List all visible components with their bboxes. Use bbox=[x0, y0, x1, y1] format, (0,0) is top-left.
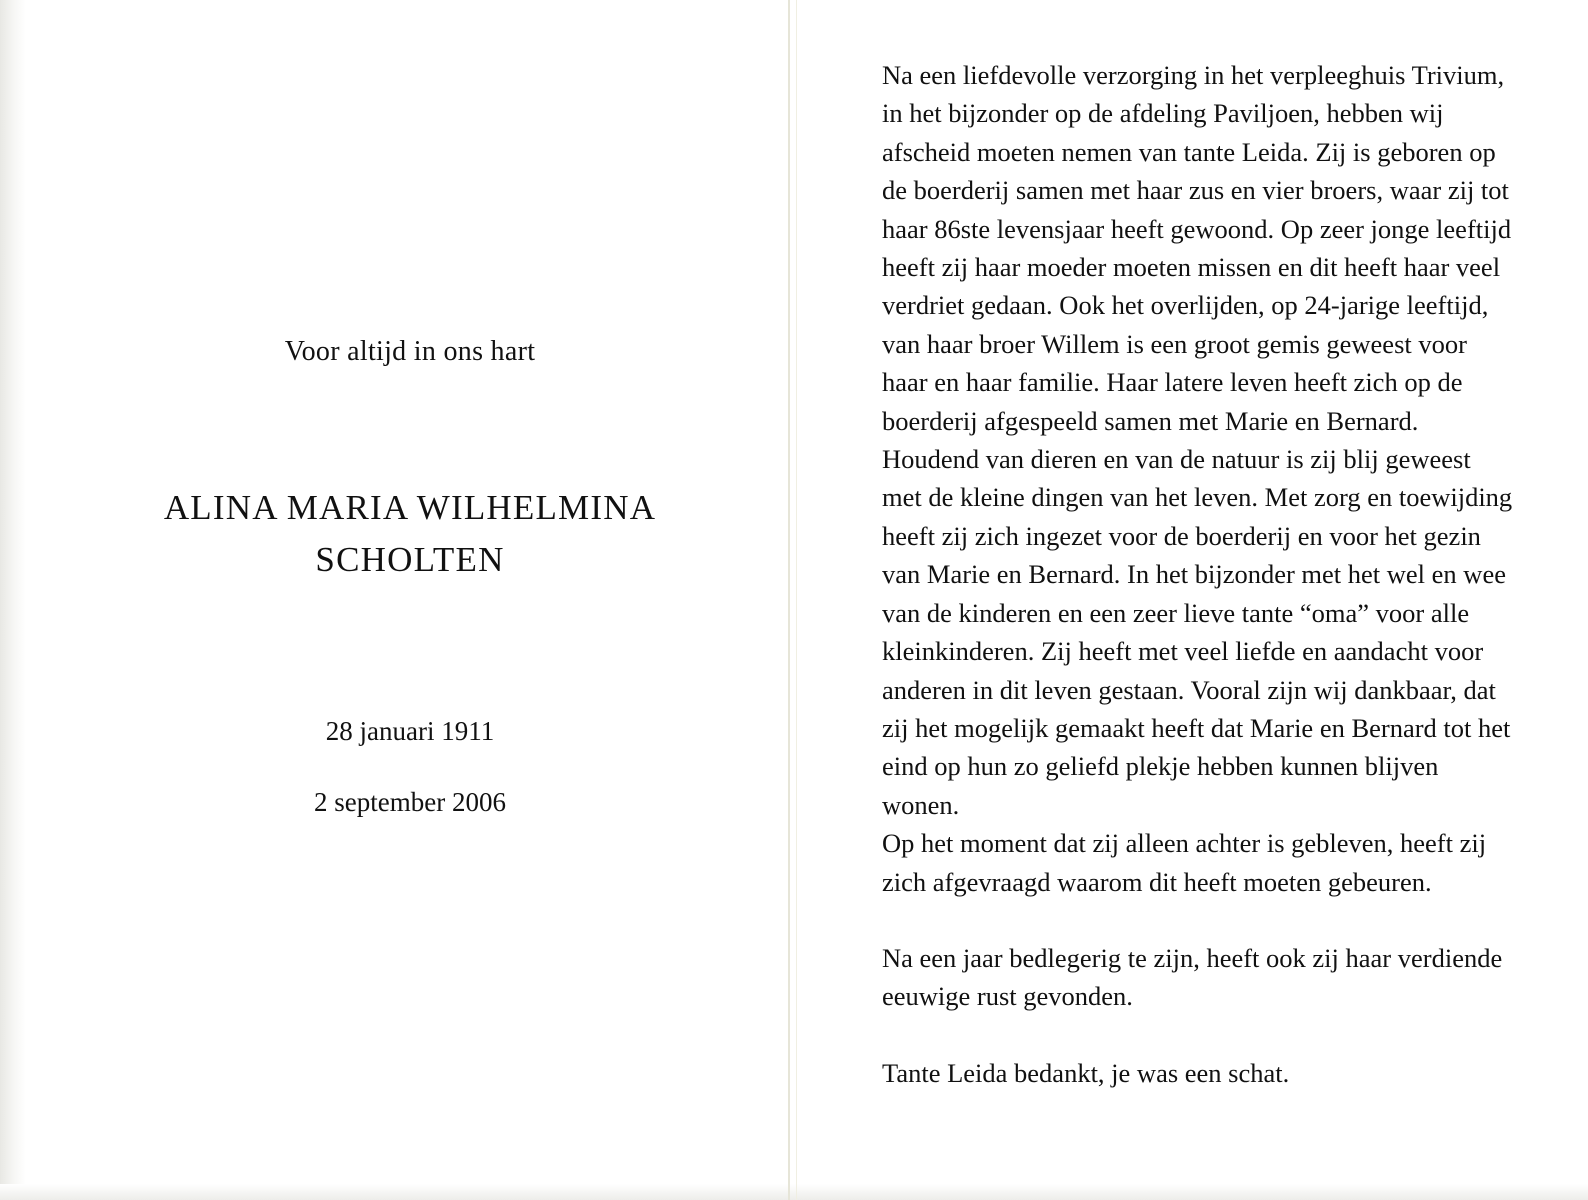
fold-line-primary bbox=[788, 0, 790, 1200]
date-of-birth: 28 januari 1911 bbox=[325, 716, 495, 746]
eulogy-paragraph-3: Na een jaar bedlegerig te zijn, heeft ook zij haar verdiende eeuwige rust gevonden. bbox=[882, 942, 1503, 1012]
fold-line-secondary bbox=[796, 0, 797, 1200]
card-right-panel bbox=[820, 0, 1520, 1200]
deceased-name bbox=[60, 482, 760, 586]
memorial-dedication-line: Voor altijd in ons hart bbox=[284, 336, 536, 367]
date-of-death: 2 september 2006 bbox=[314, 787, 506, 817]
card-left-panel bbox=[60, 0, 760, 1200]
eulogy-paragraph-4: Tante Leida bedankt, je was een schat. bbox=[882, 1057, 1290, 1088]
deceased-name-line-2: SCHOLTEN bbox=[315, 540, 505, 579]
page-edge-shadow-left bbox=[0, 0, 26, 1200]
eulogy-paragraph-1: Na een liefdevolle verzorging in het verpleeghuis Trivium, in het bijzonder op de afdeling Paviljoen, hebben wij afscheid moeten nemen van tante Leida. Zij is geboren op de boerderij samen met haar zus en vier broers, waar zij tot haar 86ste levensjaar heeft gewoond. Op zeer jonge leeftijd heeft zij haar moeder moeten missen en dit heeft haar veel verdriet gedaan. Ook het overlijden, op 24-jarige leeftijd, van haar broer Willem is een groot gemis geweest voor haar en haar familie. Haar latere leven heeft zich op de boerderij afgespeeld samen met Marie en Bernard. Houdend van dieren en van de natuur is zij blij geweest met de kleine dingen van het leven. Met zorg en toewijding heeft zij zich ingezet voor de boerderij en voor het gezin van Marie en Bernard. In het bijzonder met het wel en wee van de kinderen en een zeer lieve tante “oma” voor alle kleinkinderen. Zij heeft met veel liefde en aandacht voor anderen in dit leven gestaan. Vooral zijn wij dankbaar, dat zij het mogelijk gemaakt heeft dat Marie en Bernard tot het eind op hun zo geliefd plekje hebben kunnen blijven wonen. bbox=[882, 60, 1513, 820]
eulogy-paragraph-2: Op het moment dat zij alleen achter is gebleven, heeft zij zich afgevraagd waarom dit heeft moeten gebeuren. bbox=[882, 828, 1487, 897]
deceased-name-line-1: ALINA MARIA WILHELMINA bbox=[163, 488, 657, 527]
card-fold-gutter bbox=[760, 0, 820, 1200]
eulogy-text bbox=[882, 56, 1514, 1092]
